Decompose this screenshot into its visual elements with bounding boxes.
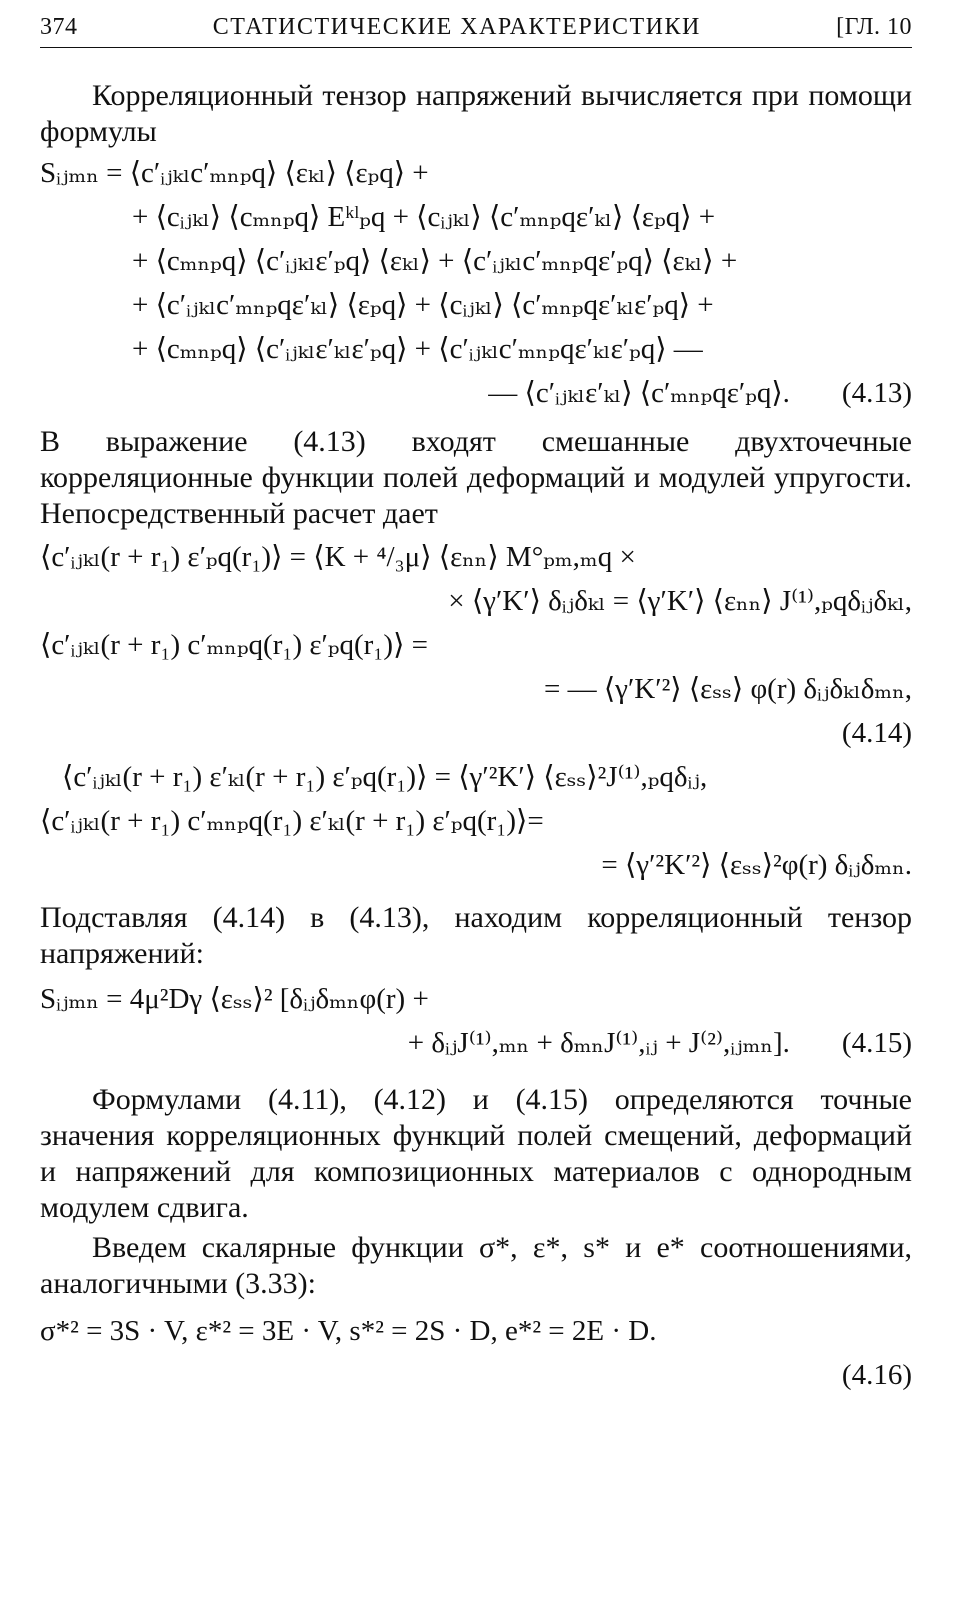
eq415-line-1: Sᵢⱼₘₙ = 4μ²Dγ ⟨εₛₛ⟩² [δᵢⱼδₘₙφ(r) +	[40, 983, 429, 1015]
eq414-line-3: ⟨c′ᵢⱼₖₗ(r + r₁) c′ₘₙₚq(r₁) ε′ₚq(r₁)⟩ =	[40, 629, 428, 661]
eq415-line-2	[40, 1024, 912, 1068]
equation-4-15	[40, 980, 912, 1068]
paragraph-1: Корреляционный тензор напряжений вычисляется при помощи формулы	[40, 79, 912, 148]
paragraph-2: В выражение (4.13) входят смешанные двухточечные корреляционные функции полей деформаций и модулей упругости. Непосредственный расчет дает	[40, 425, 912, 530]
eq414-line-2: × ⟨γ′K′⟩ δᵢⱼδₖₗ = ⟨γ′K′⟩ ⟨εₙₙ⟩ J⁽¹⁾,ₚqδᵢⱼδₖₗ,	[448, 585, 912, 617]
eq413-line-6-text: — ⟨c′ᵢⱼₖₗε′ₖₗ⟩ ⟨c′ₘₙₚqε′ₚq⟩.	[488, 377, 790, 409]
eq413-line-2: + ⟨cᵢⱼₖₗ⟩ ⟨cₘₙₚq⟩ Eᵏˡₚq + ⟨cᵢⱼₖₗ⟩ ⟨c′ₘₙₚqε′ₖₗ⟩ ⟨εₚq⟩ +	[132, 201, 716, 233]
equation-4-13	[40, 154, 912, 418]
equation-4-16	[40, 1312, 912, 1400]
running-title: СТАТИСТИЧЕСКИЕ ХАРАКТЕРИСТИКИ	[212, 14, 701, 40]
eq413-line-4: + ⟨c′ᵢⱼₖₗc′ₘₙₚqε′ₖₗ⟩ ⟨εₚq⟩ + ⟨cᵢⱼₖₗ⟩ ⟨c′ₘₙₚqε′ₖₗε′ₚq⟩ +	[132, 289, 714, 321]
eq414-line-1: ⟨c′ᵢⱼₖₗ(r + r₁) ε′ₚq(r₁)⟩ = ⟨K + ⁴/₃μ⟩ ⟨εₙₙ⟩ M°ₚₘ,ₘq ×	[40, 541, 636, 573]
eq413-line-3: + ⟨cₘₙₚq⟩ ⟨c′ᵢⱼₖₗε′ₚq⟩ ⟨εₖₗ⟩ + ⟨c′ᵢⱼₖₗc′ₘₙₚqε′ₚq⟩ ⟨εₖₗ⟩ +	[132, 245, 738, 277]
equation-number-4-13: (4.13)	[841, 377, 912, 409]
equation-4-14	[40, 538, 912, 890]
equation-number-4-15: (4.15)	[841, 1027, 912, 1059]
page-header	[40, 14, 912, 48]
equation-number-4-14: (4.14)	[841, 717, 912, 749]
page-number: 374	[40, 14, 78, 40]
eq413-line-6	[40, 374, 912, 418]
eq414b-line-1: ⟨c′ᵢⱼₖₗ(r + r₁) ε′ₖₗ(r + r₁) ε′ₚq(r₁)⟩ = ⟨γ′²K′⟩ ⟨εₛₛ⟩²J⁽¹⁾,ₚqδᵢⱼ,	[62, 761, 708, 793]
chapter-label: [ГЛ. 10	[836, 14, 912, 40]
paragraph-3: Подставляя (4.14) в (4.13), находим корреляционный тензор напряжений:	[40, 901, 912, 970]
paragraph-5: Введем скалярные функции σ*, ε*, s* и e* соотношениями, аналогичными (3.33):	[40, 1231, 912, 1300]
eq414-line-4: = — ⟨γ′K′²⟩ ⟨εₛₛ⟩ φ(r) δᵢⱼδₖₗδₘₙ,	[543, 673, 912, 705]
equation-number-4-16: (4.16)	[841, 1359, 912, 1391]
eq415-line-2-text: + δᵢⱼJ⁽¹⁾,ₘₙ + δₘₙJ⁽¹⁾,ᵢⱼ + J⁽²⁾,ᵢⱼₘₙ].	[407, 1027, 790, 1059]
eq414b-line-3: = ⟨γ′²K′²⟩ ⟨εₛₛ⟩²φ(r) δᵢⱼδₘₙ.	[601, 849, 912, 881]
eq416-line: σ*² = 3S · V, ε*² = 3E · V, s*² = 2S · D, e*² = 2E · D.	[40, 1315, 657, 1347]
eq414b-line-2: ⟨c′ᵢⱼₖₗ(r + r₁) c′ₘₙₚq(r₁) ε′ₖₗ(r + r₁) ε′ₚq(r₁)⟩=	[40, 805, 544, 837]
eq413-line-1: Sᵢⱼₘₙ = ⟨c′ᵢⱼₖₗc′ₘₙₚq⟩ ⟨εₖₗ⟩ ⟨εₚq⟩ +	[40, 157, 429, 189]
eq416-number-line	[40, 1356, 912, 1400]
eq413-line-5: + ⟨cₘₙₚq⟩ ⟨c′ᵢⱼₖₗε′ₖₗε′ₚq⟩ + ⟨c′ᵢⱼₖₗc′ₘₙₚqε′ₖₗε′ₚq⟩ —	[132, 333, 703, 365]
book-page	[40, 14, 912, 1400]
paragraph-4: Формулами (4.11), (4.12) и (4.15) определяются точные значения корреляционных функций полей смещений, деформаций и напряжений для композиционных материалов с однородным модулем сдвига.	[40, 1083, 912, 1224]
eq414-number-line	[40, 714, 912, 758]
